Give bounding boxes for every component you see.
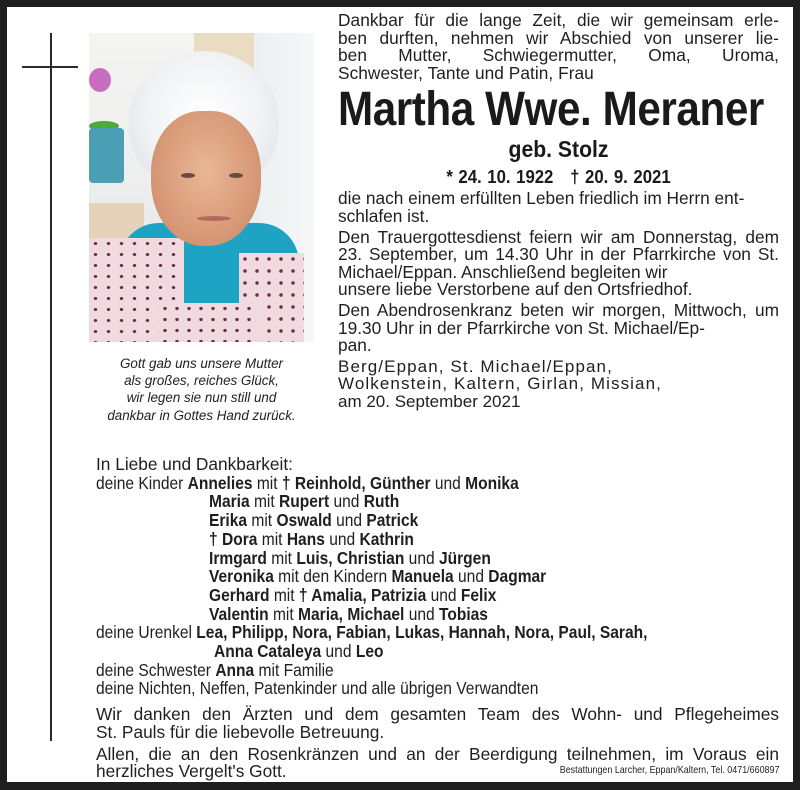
child-family: Luis, Christian bbox=[296, 547, 405, 568]
child-name: Annelies bbox=[187, 472, 253, 493]
rosary-text bbox=[338, 299, 779, 356]
connector: mit bbox=[253, 491, 275, 512]
child-family: Patrick bbox=[366, 510, 419, 531]
caption-line: Gott gab uns unsere Mutter bbox=[119, 356, 283, 371]
connector: und bbox=[408, 547, 435, 568]
cross-icon-horizontal bbox=[22, 66, 78, 68]
connector: und bbox=[458, 566, 484, 587]
child-name: † Dora bbox=[209, 528, 258, 549]
child-row bbox=[96, 549, 786, 568]
maiden-name: geb. Stolz bbox=[508, 136, 609, 163]
child-name: Valentin bbox=[209, 603, 269, 624]
life-dates bbox=[353, 166, 763, 188]
caption-line: als großes, reiches Glück, bbox=[124, 373, 279, 389]
child-row bbox=[96, 511, 786, 530]
relatives-row bbox=[96, 679, 786, 698]
sister-name: Anna bbox=[215, 659, 255, 680]
announcement-column bbox=[338, 12, 779, 411]
caption-line: dankbar in Gottes Hand zurück. bbox=[107, 407, 296, 423]
portrait-photo bbox=[89, 33, 314, 342]
text-line: herzliches Vergelt's Gott. bbox=[96, 761, 287, 782]
attendance-thanks bbox=[96, 743, 779, 782]
death-date: † 20. 9. 2021 bbox=[570, 167, 671, 188]
connector: und bbox=[325, 641, 352, 662]
passing-text bbox=[338, 190, 779, 225]
great-grandchildren-names: Lea, Philipp, Nora, Fabian, Lukas, Hannah, Nora, Paul, Sarah, bbox=[196, 622, 648, 643]
funeral-text bbox=[338, 226, 779, 300]
child-row bbox=[96, 492, 786, 511]
text-line: pan. bbox=[338, 335, 372, 356]
connector: und bbox=[408, 603, 435, 624]
great-grandchildren-names: Leo bbox=[355, 641, 384, 662]
places-and-date bbox=[338, 358, 779, 411]
birth-date: * 24. 10. 1922 bbox=[446, 167, 554, 188]
child-family: Oswald bbox=[276, 510, 332, 531]
text-line: dem 23. September, um 14.30 Uhr in der Pfarrkirche bbox=[338, 226, 779, 265]
great-grandchildren-row bbox=[96, 642, 786, 661]
child-family: Kathrin bbox=[359, 528, 414, 549]
deceased-name: Martha Wwe. Meraner bbox=[338, 83, 764, 137]
child-family: Manuela bbox=[391, 566, 454, 587]
child-row bbox=[96, 586, 786, 605]
text-line: Den Abendrosenkranz beten wir morgen, Mittwoch, bbox=[338, 299, 747, 320]
flower-decor bbox=[89, 68, 111, 92]
text-line: von St. Michael/Eppan. Anschließend begleiten wir bbox=[338, 244, 779, 282]
child-family: Hans bbox=[286, 528, 325, 549]
intro-line: ben durften, nehmen wir Abschied von unserer lie- bbox=[338, 27, 779, 48]
connector: mit bbox=[261, 528, 283, 549]
child-row bbox=[96, 567, 786, 586]
intro-line: ben Mutter, Schwiegermutter, Oma, Uroma, bbox=[338, 45, 779, 66]
photo-caption-poem bbox=[89, 355, 314, 424]
connector: und bbox=[329, 528, 356, 549]
text-line: St. Pauls für die liebevolle Betreuung. bbox=[96, 721, 385, 742]
connector: und bbox=[430, 584, 457, 605]
text-line: schlafen ist. bbox=[338, 205, 430, 226]
child-row bbox=[96, 474, 786, 493]
thanks-section bbox=[96, 706, 779, 781]
child-family: Dagmar bbox=[488, 566, 547, 587]
undertaker-credit: Bestattungen Larcher, Eppan/Kaltern, Tel. 0471/660897 bbox=[559, 764, 779, 777]
notice-date: am 20. September 2021 bbox=[338, 391, 521, 411]
child-family: Tobias bbox=[438, 603, 488, 624]
connector: und bbox=[336, 510, 363, 531]
connector: mit bbox=[272, 603, 294, 624]
place-line: Berg/Eppan, St. Michael/Eppan, bbox=[338, 356, 613, 376]
child-family: Felix bbox=[460, 584, 497, 605]
child-name: Erika bbox=[209, 510, 248, 531]
connector: mit bbox=[256, 472, 278, 493]
family-list bbox=[96, 455, 786, 698]
intro-line: Schwester, Tante und Patin, Frau bbox=[338, 62, 594, 83]
child-family: Monika bbox=[465, 472, 519, 493]
great-grandchildren-names: Anna Cataleya bbox=[214, 641, 322, 662]
text-line: Wir danken den Ärzten und dem gesamten Team des Wohn- und Pflegeheimes bbox=[96, 704, 779, 724]
text-line: unsere liebe Verstorbene auf den Ortsfriedhof. bbox=[338, 279, 693, 300]
great-grandchildren-row bbox=[96, 623, 786, 642]
connector: mit bbox=[251, 510, 273, 531]
place-line: Wolkenstein, Kaltern, Girlan, Missian, bbox=[338, 374, 662, 394]
care-thanks bbox=[96, 706, 779, 742]
child-name: Maria bbox=[209, 491, 250, 512]
relatives-text: deine Nichten, Neffen, Patenkinder und alle übrigen Verwandten bbox=[96, 678, 539, 699]
child-name: Veronika bbox=[209, 566, 274, 587]
children-label: deine Kinder bbox=[96, 472, 184, 493]
child-family: Maria, Michael bbox=[298, 603, 405, 624]
connector: mit bbox=[271, 547, 292, 568]
sister-row bbox=[96, 661, 786, 680]
text-line: Allen, die an den Rosenkränzen und an der Beerdigung teilnehmen, im Voraus ein bbox=[96, 743, 779, 764]
child-family: † Amalia, Patrizia bbox=[298, 584, 427, 605]
child-name: Gerhard bbox=[209, 584, 270, 605]
cross-icon-vertical bbox=[50, 33, 52, 741]
text-line: Den Trauergottesdienst feiern wir am Donnerstag, bbox=[338, 226, 738, 247]
obituary-notice bbox=[7, 7, 793, 782]
sister-suffix: mit Familie bbox=[258, 659, 334, 680]
connector: und bbox=[434, 472, 461, 493]
intro-text bbox=[338, 12, 779, 82]
family-heading: In Liebe und Dankbarkeit: bbox=[96, 454, 293, 474]
text-line: um 19.30 Uhr in der Pfarrkirche von St. Michael/Ep- bbox=[338, 299, 779, 338]
child-row bbox=[96, 530, 786, 549]
child-family: Ruth bbox=[363, 491, 400, 512]
sister-label: deine Schwester bbox=[96, 659, 211, 680]
connector: und bbox=[333, 491, 360, 512]
child-family: Jürgen bbox=[438, 547, 491, 568]
connector: mit bbox=[273, 584, 295, 605]
child-family: Rupert bbox=[279, 491, 330, 512]
caption-line: wir legen sie nun still und bbox=[126, 390, 277, 406]
child-row bbox=[96, 605, 786, 624]
child-family: † Reinhold, Günther bbox=[281, 472, 431, 493]
connector: mit den Kindern bbox=[278, 566, 388, 587]
child-name: Irmgard bbox=[209, 547, 267, 568]
intro-line: Dankbar für die lange Zeit, die wir gemeinsam erle- bbox=[338, 10, 779, 30]
great-grandchildren-label: deine Urenkel bbox=[96, 622, 192, 643]
text-line: die nach einem erfüllten Leben friedlich im Herrn ent- bbox=[338, 188, 745, 209]
